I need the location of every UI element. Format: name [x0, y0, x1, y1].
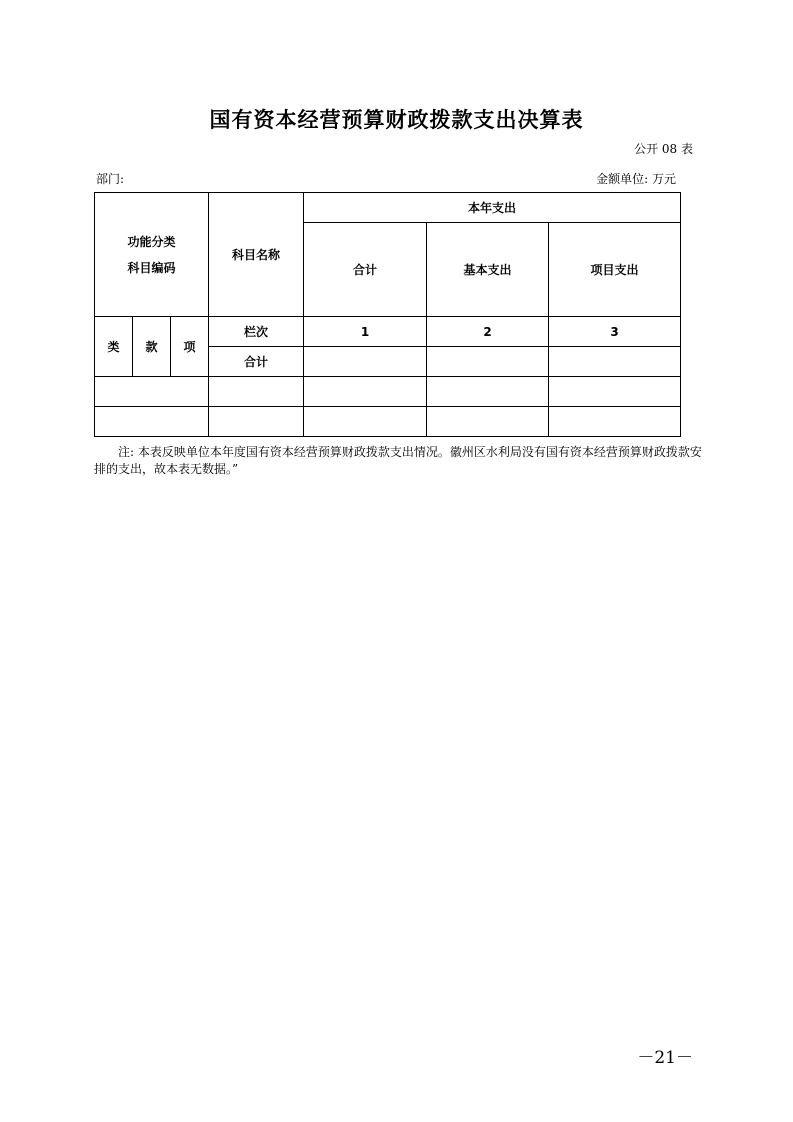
empty-cell: [95, 407, 209, 437]
document-title: 国有资本经营预算财政拨款支出决算表: [209, 107, 584, 132]
header-row-1: [95, 193, 681, 223]
func-class-header-cell: [95, 193, 209, 317]
empty-cell: [427, 407, 549, 437]
total-column-header: 合计: [304, 223, 427, 317]
empty-cell: [427, 377, 549, 407]
current-year-expense-header: 本年支出: [304, 193, 681, 223]
table-row: [95, 407, 681, 437]
total-value-cell: [304, 347, 427, 377]
xiang-header: 项: [171, 317, 209, 377]
table-row: [95, 377, 681, 407]
kuan-header: 款: [133, 317, 171, 377]
project-expense-column-header: 项目支出: [549, 223, 681, 317]
empty-cell: [209, 407, 304, 437]
column-index-2: 2: [427, 317, 549, 347]
empty-cell: [304, 377, 427, 407]
total-row-label: 合计: [209, 347, 304, 377]
table-note: 注: 本表反映单位本年度国有资本经营预算财政拨款支出情况。徽州区水利局没有国有资本经营预算财政拨款安排的支出，故本表无数据。”: [94, 445, 702, 476]
page-number: －21－: [637, 1048, 693, 1068]
lei-header: 类: [95, 317, 133, 377]
empty-cell: [549, 407, 681, 437]
form-number: 公开 08 表: [634, 142, 693, 156]
department-label: 部门:: [96, 172, 125, 186]
column-index-1: 1: [304, 317, 427, 347]
row-index-label: 栏次: [209, 317, 304, 347]
subject-name-header: 科目名称: [209, 193, 304, 317]
empty-cell: [95, 377, 209, 407]
subject-code-label: 科目编码: [127, 260, 176, 275]
basic-value-cell: [427, 347, 549, 377]
empty-cell: [209, 377, 304, 407]
expense-table: [94, 192, 681, 437]
amount-unit-label: 金额单位: 万元: [596, 172, 676, 186]
empty-cell: [304, 407, 427, 437]
empty-cell: [549, 377, 681, 407]
column-index-3: 3: [549, 317, 681, 347]
index-row: [95, 317, 681, 347]
basic-expense-column-header: 基本支出: [427, 223, 549, 317]
func-class-label: 功能分类: [127, 234, 176, 249]
project-value-cell: [549, 347, 681, 377]
